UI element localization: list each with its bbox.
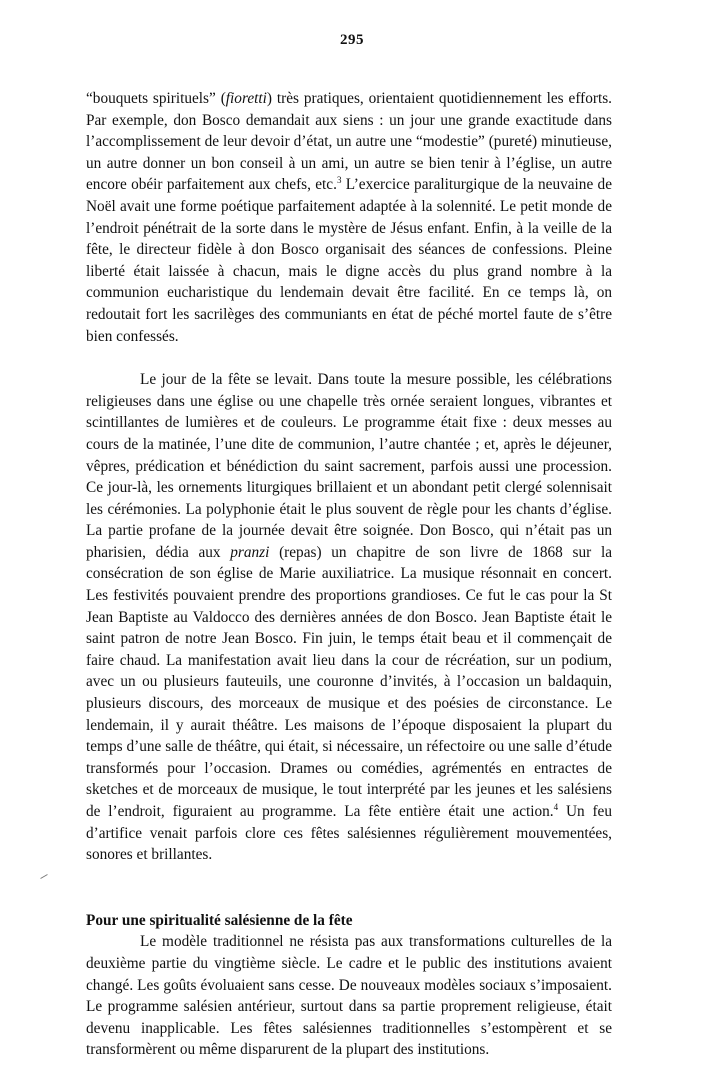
footnote-ref-4: 4 [553,802,559,812]
margin-pen-mark [40,874,47,879]
page-body [86,88,612,1061]
paragraph-1-text-a: “bouquets spirituels” ( [86,90,226,107]
section-heading: Pour une spiritualité salésienne de la fête [86,911,353,929]
paragraph-2-text-a: Le jour de la fête se levait. Dans toute la mesure possible, les célébrations religieuses dans une église ou une chapelle très ornée seraient longues, vibrantes et scintillantes de lumières et de couleurs. Le programme était fixe : deux messes au cours de la matinée, l’une dite de communion, l’autre chantée ; et, après le déjeuner, vêpres, prédication et bénédiction du saint sacrement, parfois aussi une procession. Ce jour-là, les ornements liturgiques brillaient et un abondant petit clergé solennisait les cérémonies. La polyphonie était le plus souvent de règle pour les chants d’église. La partie profane de la journée devait être soignée. Don Bosco, qui n’était pas un pharisien, dédia aux [86,371,612,561]
footnote-ref-3: 3 [336,175,342,186]
paragraph-1-text-c: L’exercice paraliturgique de la neuvaine de Noël avait une forme poétique parfaitement adaptée à la solennité. Le petit monde de l’endroit pénétrait de la sorte dans le mystère de Jésus enfant. Enfin, à la veille de la fête, le directeur fidèle à don Bosco organisait des séances de confessions. Pleine liberté était laissée à chacun, mais le digne accès du plus grand nombre à la communion eucharistique du lendemain devait être facilité. En ce temps là, on redoutait fort les sacrilèges des communiants en état de péché mortel faute de s’être bien confessés. [86,176,612,345]
paragraph-2-text-c: Un feu d’artifice venait parfois clore ces fêtes salésiennes régulièrement mouvementées, sonores et brillantes. [86,803,612,864]
paragraph-1-italic-term: fioretti [225,90,267,107]
paragraph-2-text-b: (repas) un chapitre de son livre de 1868 sur la consécration de son église de Marie auxiliatrice. La musique résonnait en concert. Les festivités pouvaient prendre des proportions grandioses. Ce fut le cas pour la St Jean Baptiste au Valdocco des dernières années de don Bosco. Jean Baptiste était le saint patron de notre Jean Bosco. Fin juin, le temps était beau et il commençait de faire chaud. La manifestation avait lieu dans la cour de récréation, sur un podium, avec un ou plusieurs fauteuils, une couronne d’invités, à l’occasion un baldaquin, plusieurs discours, des morceaux de musique et des poésies de circonstance. Le lendemain, il y aurait théâtre. Les maisons de l’époque disposaient la plupart du temps d’une salle de théâtre, qui était, si nécessaire, un réfectoire ou une salle d’étude transformés pour l’occasion. Drames ou comédies, agrémentés en entractes de sketches et de morceaux de musique, le tout interprété par les jeunes et les salésiens de l’endroit, figuraient au programme. La fête entière était une action. [86,543,612,820]
paragraph-2-italic-term: pranzi [230,543,270,561]
paragraph-1-text-b: ) très pratiques, orientaient quotidiennement les efforts. Par exemple, don Bosco demandait aux siens : un jour une grande exactitude dans l’accomplissement de leur devoir d’état, un autre une “modestie” (pureté) minutieuse, un autre donner un bon conseil à un ami, un autre se bien tenir à l’église, un autre encore obéir parfaitement aux chefs, etc. [86,90,612,194]
paragraph-1 [86,88,612,347]
paragraph-2 [86,369,612,866]
paragraph-3: Le modèle traditionnel ne résista pas aux transformations culturelles de la deuxième partie du vingtième siècle. Le cadre et le public des institutions avaient changé. Les goûts évoluaient sans cesse. De nouveaux modèles sociaux s’imposaient. Le programme salésien antérieur, surtout dans sa partie proprement religieuse, était devenu inapplicable. Les fêtes salésiennes traditionnelles s’estompèrent et se transformèrent ou même disparurent de la plupart des institutions. [86,933,612,1059]
page-number: 295 [340,32,364,48]
